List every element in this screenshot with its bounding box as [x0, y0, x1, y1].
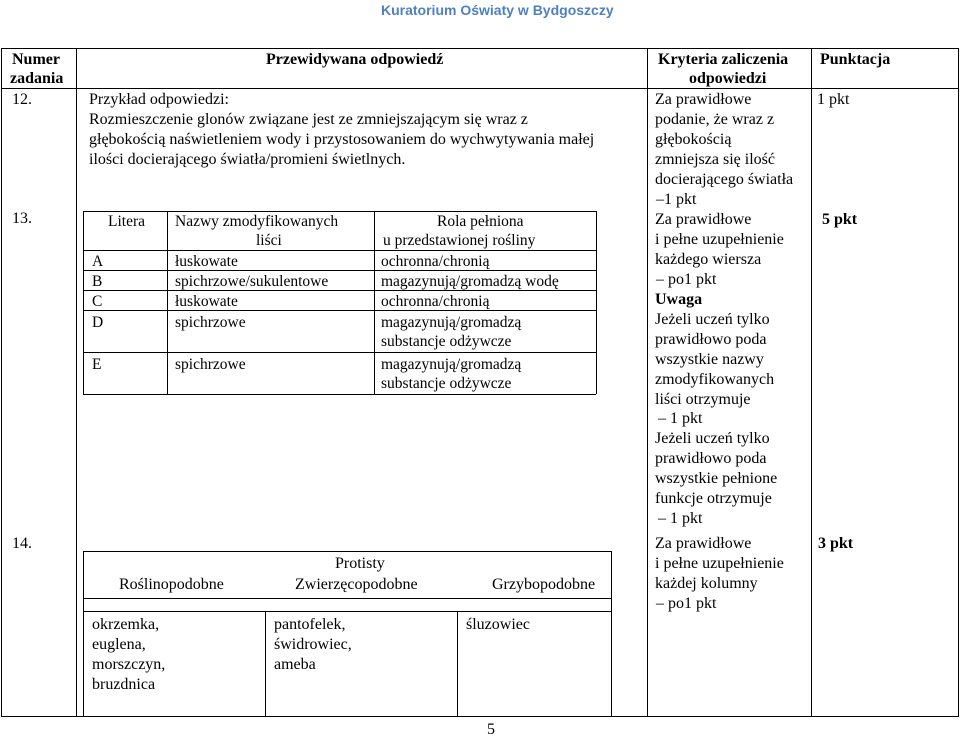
task13-criteria-line: funkcje otrzymuje: [655, 490, 772, 507]
task14-cell-item: ameba: [274, 656, 316, 673]
task13-head-role: Rola pełniona: [437, 213, 524, 230]
col-criteria-header: Kryteria zaliczenia: [658, 51, 789, 68]
task13-criteria-line: i pełne uzupełnienie: [655, 231, 784, 248]
task13-head-names-line2: liści: [256, 232, 282, 249]
task12-points: 1 pkt: [817, 91, 850, 108]
task12-criteria-line: –1 pkt: [656, 191, 697, 208]
task14-points: 3 pkt: [818, 535, 854, 552]
task12-criteria-line: podanie, że wraz z: [655, 111, 775, 128]
col-num-header: Numer: [12, 51, 60, 68]
task13-row-name: spichrzowe: [175, 314, 246, 331]
task14-criteria-line: każdej kolumny: [655, 575, 758, 592]
task13-row-name: łuskowate: [175, 293, 238, 310]
task14-cell-item: świdrowiec,: [274, 636, 352, 653]
task12-criteria-line: głębokością: [655, 131, 732, 148]
task13-row-letter: B: [92, 273, 103, 290]
task13-criteria-line: każdego wiersza: [655, 251, 762, 268]
task14-cell-item: śluzowiec: [466, 616, 530, 633]
col-points-header: Punktacja: [820, 51, 891, 68]
task14-cell-item: pantofelek,: [274, 616, 346, 633]
page-number: 5: [487, 721, 495, 738]
task13-criteria-line: wszystkie nazwy: [655, 351, 764, 368]
task13-criteria-note-title: Uwaga: [655, 291, 703, 308]
col-criteria-header-line2: odpowiedzi: [689, 70, 767, 87]
header-title: Kuratorium Oświaty w Bydgoszczy: [381, 2, 614, 18]
task12-answer-line: Rozmieszczenie glonów związane jest ze zmniejszającym się wraz z: [89, 111, 528, 128]
task13-row-letter: D: [92, 314, 104, 331]
task13-row-letter: E: [92, 356, 102, 373]
task14-cell-item: bruzdnica: [92, 676, 156, 693]
task13-criteria-line: wszystkie pełnione: [655, 470, 778, 487]
task13-criteria-line: Jeżeli uczeń tylko: [655, 430, 770, 447]
task14-criteria-line: i pełne uzupełnienie: [655, 555, 784, 572]
task14-cell-item: okrzemka,: [92, 616, 160, 633]
task13-points: 5 pkt: [822, 211, 858, 228]
task14-group-title: Protisty: [335, 555, 385, 572]
task13-criteria-line: Jeżeli uczeń tylko: [655, 311, 770, 328]
task13-row-role-line2: substancje odżywcze: [381, 375, 512, 392]
task13-row-role: magazynują/gromadzą wodę: [381, 273, 559, 290]
task13-criteria-line: prawidłowo poda: [655, 450, 767, 467]
task13-row-name: łuskowate: [175, 253, 238, 270]
task13-head-letter: Litera: [108, 213, 146, 230]
task13-row-name: spichrzowe: [175, 356, 246, 373]
task13-number: 13.: [12, 210, 32, 227]
task13-row-name: spichrzowe/sukulentowe: [175, 273, 329, 290]
task13-row-role: magazynują/gromadzą: [381, 314, 522, 331]
task14-cell-item: euglena,: [92, 636, 146, 653]
task13-head-names: Nazwy zmodyfikowanych: [175, 213, 339, 230]
col-num-header-line2: zadania: [10, 70, 64, 87]
task14-number: 14.: [12, 535, 32, 552]
task13-criteria-line: – 1 pkt: [658, 410, 703, 427]
task14-criteria-line: Za prawidłowe: [655, 535, 752, 552]
task14-column-header: Grzybopodobne: [492, 576, 596, 593]
task13-row-letter: C: [92, 293, 103, 310]
task12-answer-line: ilości docierającego światła/promieni świetlnych.: [89, 151, 406, 168]
task13-criteria-line: liści otrzymuje: [655, 391, 751, 408]
task14-criteria-line: – po1 pkt: [656, 595, 717, 612]
task13-row-role: ochronna/chronią: [381, 253, 490, 270]
task13-head-role-line2: u przedstawionej rośliny: [383, 232, 536, 249]
task12-criteria-line: docierającego światła: [655, 171, 794, 188]
task13-row-role-line2: substancje odżywcze: [381, 333, 512, 350]
task13-criteria-line: Za prawidłowe: [655, 211, 752, 228]
task12-answer-line: Przykład odpowiedzi:: [89, 91, 229, 108]
task13-criteria-line: – 1 pkt: [658, 510, 703, 527]
task13-criteria-line: – po1 pkt: [656, 271, 717, 288]
task12-number: 12.: [12, 91, 32, 108]
task12-answer-line: głębokością naświetleniem wody i przystosowaniem do wychwytywania małej: [89, 131, 595, 148]
task14-cell-item: morszczyn,: [92, 656, 166, 673]
task13-row-letter: A: [92, 253, 104, 270]
task13-criteria-line: zmodyfikowanych: [655, 371, 775, 388]
task14-column-header: Zwierzęcopodobne: [295, 576, 418, 593]
task12-criteria-line: zmniejsza się ilość: [655, 151, 775, 168]
task13-row-role: magazynują/gromadzą: [381, 356, 522, 373]
task12-criteria-line: Za prawidłowe: [655, 91, 752, 108]
col-answer-header: Przewidywana odpowiedź: [266, 51, 444, 68]
task13-row-role: ochronna/chronią: [381, 293, 490, 310]
task14-column-header: Roślinopodobne: [119, 576, 224, 593]
task13-criteria-line: prawidłowo poda: [655, 331, 767, 348]
